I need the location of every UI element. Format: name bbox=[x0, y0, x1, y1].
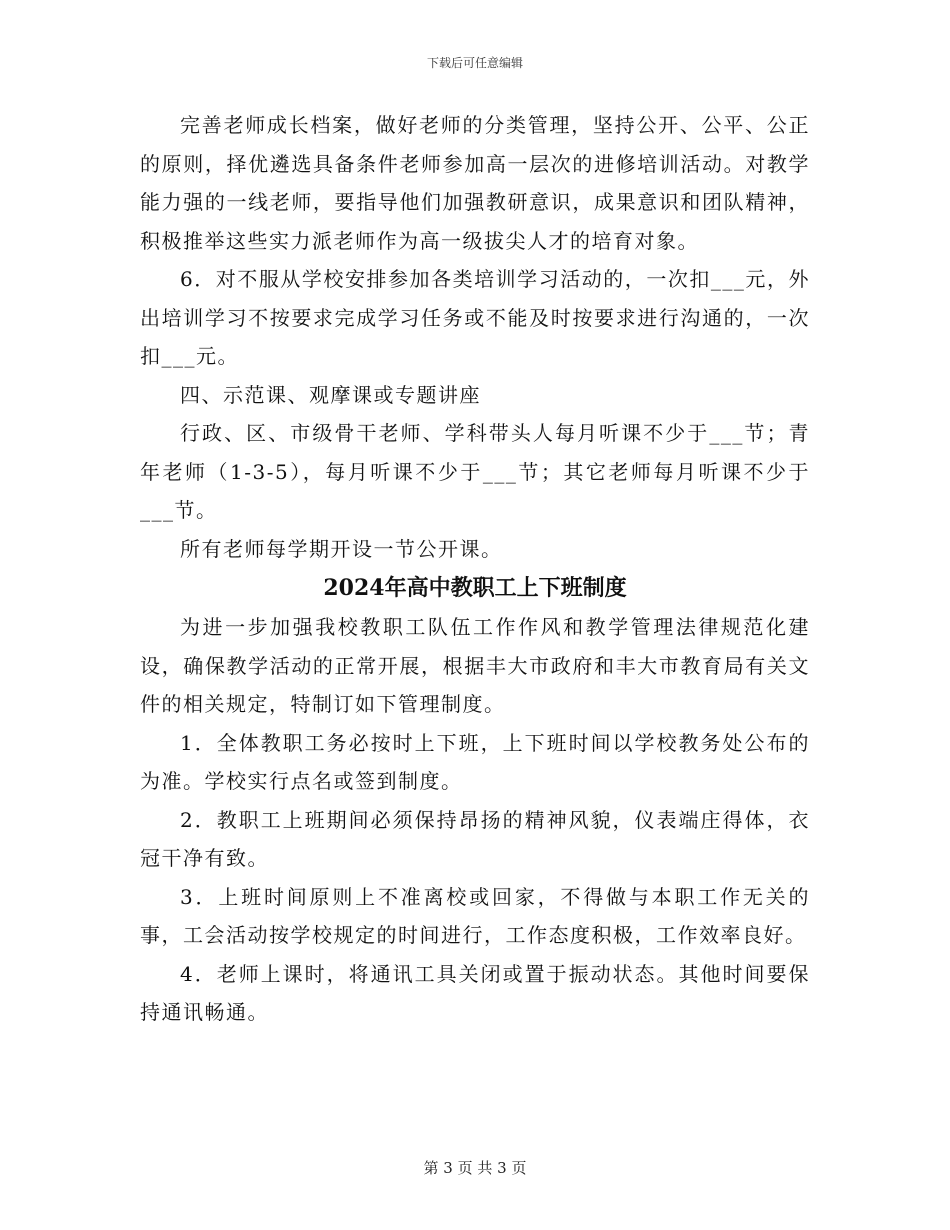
rule-item-3: 3．上班时间原则上不准离校或回家，不得做与本职工作无关的事，工会活动按学校规定的时间进行，工作态度积极，工作效率良好。 bbox=[140, 884, 810, 947]
paragraph-training-penalty: 6．对不服从学校安排参加各类培训学习活动的，一次扣___元，外出培训学习不按要求完成学习任务或不能及时按要求进行沟通的，一次扣___元。 bbox=[140, 267, 810, 368]
paragraph-lesson-observation: 行政、区、市级骨干老师、学科带头人每月听课不少于___节；青年老师（1-3-5），每月听课不少于___节；其它老师每月听课不少于___节。 bbox=[140, 421, 810, 522]
page-number: 第 3 页 共 3 页 bbox=[423, 1159, 527, 1177]
rule-item-1: 1．全体教职工务必按时上下班，上下班时间以学校教务处公布的为准。学校实行点名或签到制度。 bbox=[140, 730, 810, 793]
paragraph-open-class: 所有老师每学期开设一节公开课。 bbox=[180, 536, 503, 561]
section-title: 2024年高中教职工上下班制度 bbox=[323, 575, 627, 601]
section-heading-demo-class: 四、示范课、观摩课或专题讲座 bbox=[180, 382, 481, 407]
rule-item-2: 2．教职工上班期间必须保持昂扬的精神风貌，仪表端庄得体，衣冠干净有致。 bbox=[140, 807, 810, 870]
paragraph-intro: 为进一步加强我校教职工队伍工作作风和教学管理法律规范化建设，确保教学活动的正常开展，根据丰大市政府和丰大市教育局有关文件的相关规定，特制订如下管理制度。 bbox=[140, 615, 810, 716]
paragraph-teacher-archive: 完善老师成长档案，做好老师的分类管理，坚持公开、公平、公正的原则，择优遴选具备条件老师参加高一层次的进修培训活动。对教学能力强的一线老师，要指导他们加强教研意识，成果意识和团队精神，积极推举这些实力派老师作为高一级拔尖人才的培育对象。 bbox=[140, 113, 810, 253]
page-header-note: 下载后可任意编辑 bbox=[426, 56, 523, 70]
document-body bbox=[140, 106, 810, 1032]
rule-item-4: 4．老师上课时，将通讯工具关闭或置于振动状态。其他时间要保持通讯畅通。 bbox=[140, 961, 810, 1024]
